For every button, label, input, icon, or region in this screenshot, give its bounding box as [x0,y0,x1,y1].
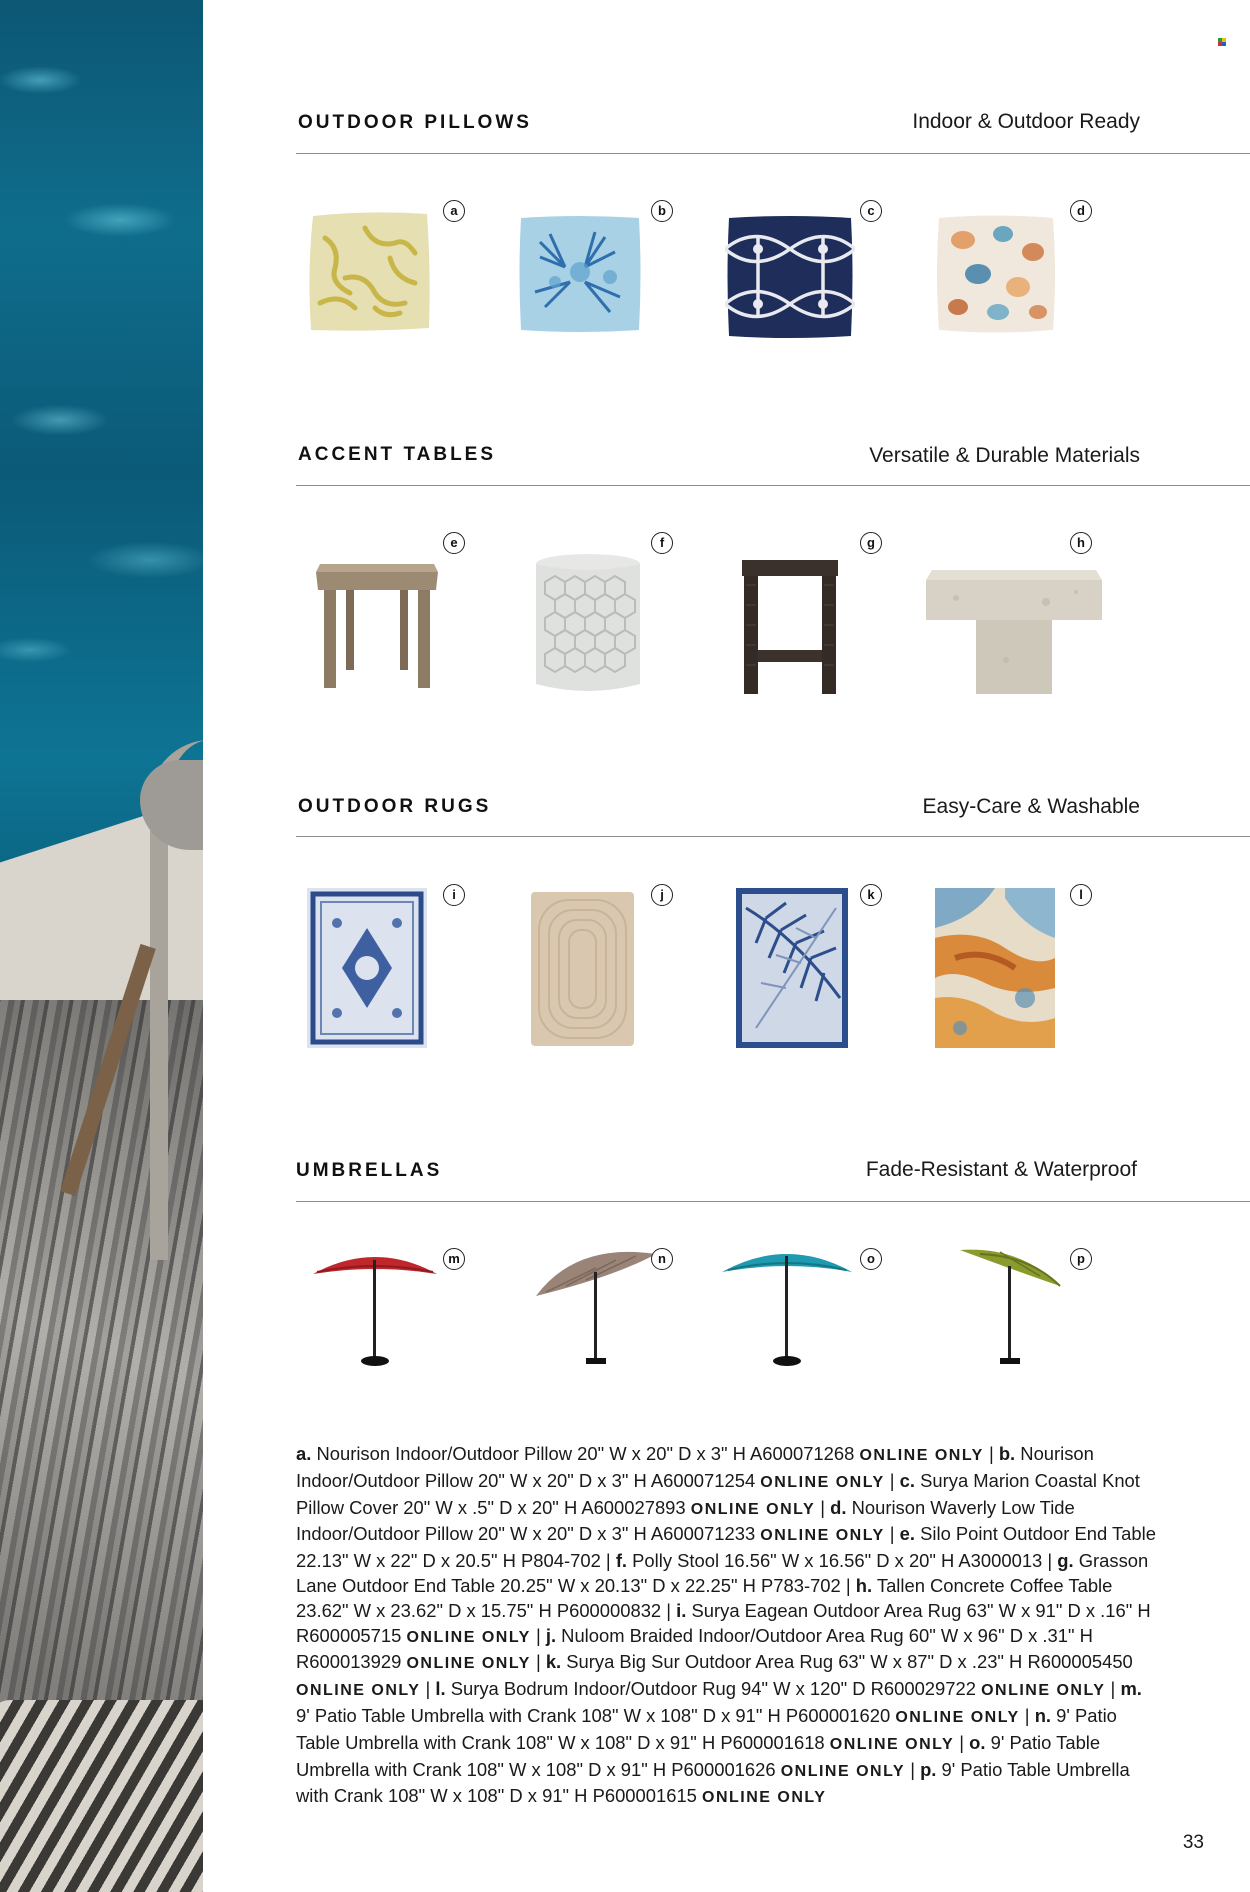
online-only-label: ONLINE ONLY [702,1789,827,1807]
description-item-letter: k. [545,1651,562,1673]
item-label-g: g [860,532,882,554]
abstract-rug-icon[interactable] [935,888,1055,1048]
section-divider [296,153,1250,154]
description-separator: | [530,1624,546,1646]
description-item-letter: g. [1057,1550,1074,1572]
description-separator: | [845,1574,856,1596]
wicker-end-table-icon[interactable] [742,560,838,696]
description-separator: | [815,1496,831,1518]
description-item-text: Surya Marion Coastal Knot Pillow Cover 20" W x .5" D x 20" H A600027893 [296,1469,1140,1518]
description-item-letter: p. [920,1758,937,1780]
teal-umbrella-icon[interactable] [722,1246,852,1368]
description-separator: | [905,1758,921,1780]
concrete-coffee-table-icon[interactable] [926,570,1102,696]
item-label-f: f [651,532,673,554]
description-item-text: 9' Patio Table Umbrella with Crank 108" W x 108" D x 91" H P600001615 [296,1758,1130,1807]
description-separator: | [1105,1678,1121,1700]
section-divider [296,1201,1250,1202]
item-label-c: c [860,200,882,222]
description-item-letter: i. [676,1599,687,1621]
item-label-o: o [860,1248,882,1270]
description-separator: | [420,1678,436,1700]
item-label-k: k [860,884,882,906]
item-label-h: h [1070,532,1092,554]
section-title-accent-tables: ACCENT TABLES [298,444,497,465]
product-description [296,1442,1156,1811]
online-only-label: ONLINE ONLY [859,1447,984,1464]
description-item-letter: n. [1034,1704,1052,1726]
description-item-letter: f. [615,1550,628,1572]
item-label-i: i [443,884,465,906]
description-separator: | [605,1550,616,1572]
braided-jute-rug-icon[interactable] [531,892,634,1046]
description-item-letter: l. [435,1678,446,1700]
section-tagline-umbrellas: Fade-Resistant & Waterproof [865,1158,1137,1181]
description-item-text: Nourison Indoor/Outdoor Pillow 20" W x 20" D x 3" H A600071268 [311,1443,860,1464]
taupe-umbrella-icon[interactable] [536,1246,656,1368]
description-item-text: Polly Stool 16.56" W x 16.56" D x 20" H A3000013 [627,1550,1048,1572]
palm-leaf-rug-icon[interactable] [736,888,848,1048]
item-label-l: l [1070,884,1092,906]
pool-patio-photo [0,0,203,1892]
yellow-coral-pillow-icon[interactable] [305,208,435,336]
online-only-label: ONLINE ONLY [296,1682,421,1700]
online-only-label: ONLINE ONLY [406,1655,531,1673]
description-item-letter: o. [969,1731,986,1753]
section-title-umbrellas: UMBRELLAS [296,1160,443,1181]
section-tagline-tables: Versatile & Durable Materials [869,444,1140,467]
description-item-text: Surya Bodrum Indoor/Outdoor Rug 94" W x 120" D R600029722 [445,1678,982,1700]
description-item-letter: h. [855,1574,873,1596]
white-stool-icon[interactable] [533,552,643,698]
description-item-text: Nuloom Braided Indoor/Outdoor Area Rug 60" W x 96" D x .31" H R600013929 [296,1624,1093,1673]
description-item-letter: c. [899,1469,916,1491]
description-separator: | [1019,1704,1035,1726]
description-separator: | [983,1443,999,1464]
description-item-letter: m. [1120,1678,1142,1700]
description-item-text: Nourison Indoor/Outdoor Pillow 20" W x 20" D x 3" H A600071254 [296,1443,1094,1491]
description-item-text: Grasson Lane Outdoor End Table 20.25" W x 20.13" D x 22.25" H P783-702 [296,1550,1149,1596]
blue-palm-pillow-icon[interactable] [515,212,645,336]
section-title-outdoor-pillows: OUTDOOR PILLOWS [298,112,532,133]
description-item-text: 9' Patio Table Umbrella with Crank 108" W x 108" D x 91" H P600001618 [296,1704,1117,1753]
online-only-label: ONLINE ONLY [895,1708,1020,1726]
description-item-text: Silo Point Outdoor End Table 22.13" W x 22" D x 20.5" H P804-702 [296,1523,1156,1572]
online-only-label: ONLINE ONLY [829,1735,955,1753]
description-item-letter: j. [545,1624,557,1646]
wood-end-table-icon[interactable] [312,560,442,692]
item-label-p: p [1070,1248,1092,1270]
description-item-text: Tallen Concrete Coffee Table 23.62" W x 23.62" D x 15.75" H P600000832 [296,1574,1113,1621]
description-item-text: 9' Patio Table Umbrella with Crank 108" W x 108" D x 91" H P600001620 [296,1704,896,1726]
section-divider [296,485,1250,486]
description-item-letter: d. [830,1496,847,1518]
description-separator: | [884,1523,900,1545]
navy-knot-pillow-icon[interactable] [725,214,855,340]
online-only-label: ONLINE ONLY [780,1762,906,1780]
online-only-label: ONLINE ONLY [760,1473,885,1491]
striped-pillow-photo [0,1700,203,1892]
online-only-label: ONLINE ONLY [981,1682,1106,1700]
description-item-letter: b. [998,1443,1016,1464]
item-label-e: e [443,532,465,554]
description-item-text: Surya Eagean Outdoor Area Rug 63" W x 91" D x .16" H R600005715 [296,1599,1151,1646]
online-only-label: ONLINE ONLY [690,1500,816,1518]
item-label-m: m [443,1248,465,1270]
description-separator: | [530,1651,546,1673]
description-item-letter: e. [899,1523,916,1545]
online-only-label: ONLINE ONLY [406,1628,531,1646]
red-umbrella-icon[interactable] [313,1246,437,1368]
section-tagline-rugs: Easy-Care & Washable [922,795,1140,818]
description-separator: | [954,1731,970,1753]
description-separator: | [1047,1550,1058,1572]
item-label-n: n [651,1248,673,1270]
green-umbrella-icon[interactable] [960,1246,1070,1368]
online-only-label: ONLINE ONLY [760,1527,885,1545]
section-tagline-pillows: Indoor & Outdoor Ready [912,110,1140,133]
section-divider [296,836,1250,837]
seashell-pillow-icon[interactable] [933,212,1059,336]
description-item-letter: a. [296,1443,312,1464]
description-item-text: Surya Big Sur Outdoor Area Rug 63" W x 87" D x .23" H R600005450 [561,1651,1133,1673]
corner-mark-icon [1218,38,1226,46]
description-item-text: Nourison Waverly Low Tide Indoor/Outdoor Pillow 20" W x 20" D x 3" H A600071233 [296,1496,1075,1545]
item-label-a: a [443,200,465,222]
item-label-b: b [651,200,673,222]
item-label-j: j [651,884,673,906]
item-label-d: d [1070,200,1092,222]
page-number: 33 [1182,1832,1204,1853]
section-title-outdoor-rugs: OUTDOOR RUGS [298,796,492,817]
blue-medallion-rug-icon[interactable] [307,888,427,1048]
description-separator: | [884,1469,900,1491]
description-item-text: 9' Patio Table Umbrella with Crank 108" W x 108" D x 91" H P600001626 [296,1731,1101,1780]
description-separator: | [666,1599,677,1621]
